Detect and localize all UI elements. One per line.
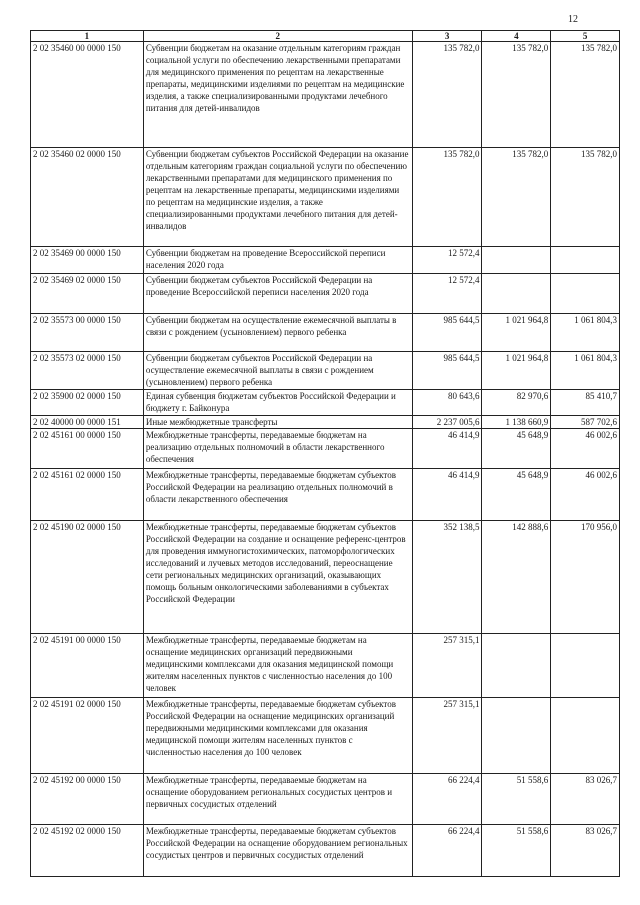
column-number-header-row [31,31,620,42]
description-cell: Единая субвенция бюджетам субъектов Российской Федерации и бюджету г. Байконура [143,390,412,416]
description-cell: Межбюджетные трансферты, передаваемые бюджетам субъектов Российской Федерации на реализацию отдельных полномочий в области лекарственного обеспечения [143,469,412,521]
table-row [31,247,620,274]
description-cell: Субвенции бюджетам на осуществление ежемесячной выплаты в связи с рождением (усыновлением) первого ребенка [143,314,412,352]
budget-code-cell: 2 02 45192 02 0000 150 [31,825,144,877]
value-cell-4: 45 648,9 [482,469,551,521]
description-cell: Субвенции бюджетам на проведение Всероссийской переписи населения 2020 года [143,247,412,274]
budget-code-cell: 2 02 35900 02 0000 150 [31,390,144,416]
budget-code-cell: 2 02 35469 02 0000 150 [31,274,144,314]
budget-code-cell: 2 02 35573 02 0000 150 [31,352,144,390]
value-cell-5: 46 002,6 [551,429,620,469]
table-row [31,774,620,825]
table-row [31,416,620,429]
budget-code-cell: 2 02 35573 00 0000 150 [31,314,144,352]
value-cell-4: 51 558,6 [482,825,551,877]
value-cell-4: 135 782,0 [482,42,551,148]
description-cell: Межбюджетные трансферты, передаваемые бюджетам субъектов Российской Федерации на оснащение медицинских организаций передвижными медицинскими комплексами для оказания медицинской помощи жителям населенных пунктов с численностью населения до 100 человек [143,698,412,774]
description-cell: Межбюджетные трансферты, передаваемые бюджетам субъектов Российской Федерации на создание и оснащение референс-центров для проведения иммуногистохимических, патоморфологических исследований и лучевых методов исследований, переоснащение сети региональных медицинских организаций, оказывающих помощь больным онкологическими заболеваниями в субъектах Российской Федерации [143,521,412,634]
column-header-3: 3 [412,31,482,42]
table-row [31,521,620,634]
table-row [31,274,620,314]
value-cell-4 [482,634,551,698]
description-cell: Субвенции бюджетам на оказание отдельным категориям граждан социальной услуги по обеспечению лекарственными препаратами для медицинского применения по рецептам на лекарственные препараты, медицинскими изделиями по рецептам на медицинские изделия, а также специализированными продуктами лечебного питания для детей-инвалидов [143,42,412,148]
value-cell-5 [551,634,620,698]
value-cell-5: 83 026,7 [551,825,620,877]
column-header-2: 2 [143,31,412,42]
value-cell-5: 85 410,7 [551,390,620,416]
budget-revenue-table [30,30,620,877]
column-header-4: 4 [482,31,551,42]
value-cell-5: 83 026,7 [551,774,620,825]
budget-code-cell: 2 02 45191 02 0000 150 [31,698,144,774]
value-cell-5: 1 061 804,3 [551,352,620,390]
value-cell-4 [482,274,551,314]
value-cell-5: 170 956,0 [551,521,620,634]
value-cell-5: 587 702,6 [551,416,620,429]
value-cell-4: 1 138 660,9 [482,416,551,429]
description-cell: Субвенции бюджетам субъектов Российской Федерации на оказание отдельным категориям граждан социальной услуги по обеспечению лекарственными препаратами для медицинского применения по рецептам на лекарственные препараты, медицинскими изделиями по рецептам на медицинские изделия, а также специализированными продуктами лечебного питания для детей-инвалидов [143,148,412,247]
budget-code-cell: 2 02 45192 00 0000 150 [31,774,144,825]
table-row [31,469,620,521]
description-cell: Субвенции бюджетам субъектов Российской Федерации на проведение Всероссийской переписи населения 2020 года [143,274,412,314]
table-row [31,429,620,469]
description-cell: Иные межбюджетные трансферты [143,416,412,429]
value-cell-3: 2 237 005,6 [412,416,482,429]
description-cell: Межбюджетные трансферты, передаваемые бюджетам субъектов Российской Федерации на оснащение оборудованием региональных сосудистых центров и первичных сосудистых отделений [143,825,412,877]
value-cell-5: 135 782,0 [551,148,620,247]
budget-code-cell: 2 02 35460 02 0000 150 [31,148,144,247]
table-row [31,825,620,877]
value-cell-4: 142 888,6 [482,521,551,634]
value-cell-4: 51 558,6 [482,774,551,825]
budget-code-cell: 2 02 45161 02 0000 150 [31,469,144,521]
value-cell-4: 45 648,9 [482,429,551,469]
value-cell-3: 135 782,0 [412,42,482,148]
value-cell-3: 66 224,4 [412,774,482,825]
value-cell-3: 46 414,9 [412,469,482,521]
budget-code-cell: 2 02 45190 02 0000 150 [31,521,144,634]
value-cell-4: 82 970,6 [482,390,551,416]
table-row [31,390,620,416]
value-cell-5: 46 002,6 [551,469,620,521]
value-cell-3: 257 315,1 [412,634,482,698]
value-cell-3: 66 224,4 [412,825,482,877]
budget-code-cell: 2 02 35460 00 0000 150 [31,42,144,148]
value-cell-3: 985 644,5 [412,314,482,352]
value-cell-3: 135 782,0 [412,148,482,247]
budget-code-cell: 2 02 35469 00 0000 150 [31,247,144,274]
value-cell-4 [482,698,551,774]
budget-code-cell: 2 02 45191 00 0000 150 [31,634,144,698]
value-cell-4: 1 021 964,8 [482,314,551,352]
value-cell-4: 1 021 964,8 [482,352,551,390]
value-cell-5: 1 061 804,3 [551,314,620,352]
table-row [31,42,620,148]
description-cell: Межбюджетные трансферты, передаваемые бюджетам на реализацию отдельных полномочий в области лекарственного обеспечения [143,429,412,469]
value-cell-3: 257 315,1 [412,698,482,774]
value-cell-4: 135 782,0 [482,148,551,247]
value-cell-3: 12 572,4 [412,274,482,314]
table-row [31,352,620,390]
table-row [31,148,620,247]
budget-code-cell: 2 02 40000 00 0000 151 [31,416,144,429]
table-body [31,42,620,877]
budget-code-cell: 2 02 45161 00 0000 150 [31,429,144,469]
value-cell-4 [482,247,551,274]
column-header-5: 5 [551,31,620,42]
table-row [31,314,620,352]
value-cell-3: 80 643,6 [412,390,482,416]
value-cell-3: 12 572,4 [412,247,482,274]
description-cell: Субвенции бюджетам субъектов Российской Федерации на осуществление ежемесячной выплаты в связи с рождением (усыновлением) первого ребенка [143,352,412,390]
table-row [31,634,620,698]
table-row [31,698,620,774]
column-header-1: 1 [31,31,144,42]
page-number: 12 [568,14,578,25]
value-cell-5 [551,274,620,314]
value-cell-3: 985 644,5 [412,352,482,390]
value-cell-5: 135 782,0 [551,42,620,148]
value-cell-5 [551,698,620,774]
description-cell: Межбюджетные трансферты, передаваемые бюджетам на оснащение медицинских организаций передвижными медицинскими комплексами для оказания медицинской помощи жителям населенных пунктов с численностью населения до 100 человек [143,634,412,698]
value-cell-3: 46 414,9 [412,429,482,469]
description-cell: Межбюджетные трансферты, передаваемые бюджетам на оснащение оборудованием региональных сосудистых центров и первичных сосудистых отделений [143,774,412,825]
value-cell-3: 352 138,5 [412,521,482,634]
value-cell-5 [551,247,620,274]
